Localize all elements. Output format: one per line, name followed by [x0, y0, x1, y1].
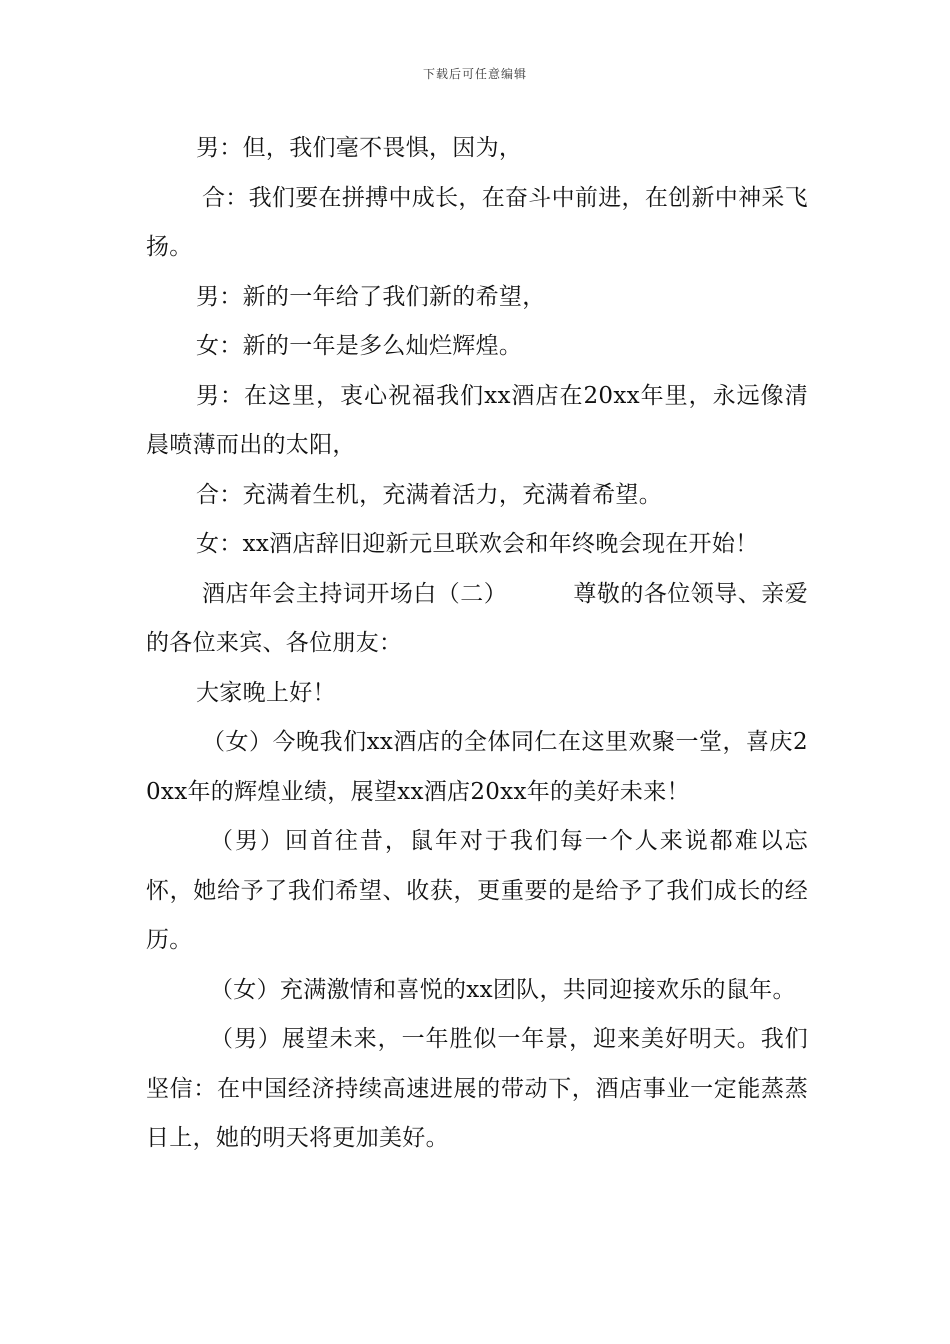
- paragraph: 女：新的一年是多么灿烂辉煌。: [196, 333, 523, 359]
- section-heading-paragraph: [146, 570, 808, 669]
- paragraph: 男：新的一年给了我们新的希望，: [196, 283, 546, 310]
- page-header-note: 下载后可任意编辑: [422, 67, 527, 81]
- document-body: [146, 124, 808, 1164]
- paragraph: 男：但，我们毫不畏惧，因为，: [196, 135, 523, 161]
- paragraph: 合：充满着生机，充满着活力，充满着希望。: [196, 481, 662, 508]
- paragraph: （女）今晚我们xx酒店的全体同仁在这里欢聚一堂，喜庆20xx年的辉煌业绩，展望xx酒店20xx年的美好未来！: [146, 729, 808, 805]
- paragraph: （女）充满激情和喜悦的xx团队，共同迎接欢乐的鼠年。: [210, 976, 796, 1003]
- paragraph: （男）回首往昔，鼠年对于我们每一个人来说都难以忘怀，她给予了我们希望、收获，更重要的是给予了我们成长的经历。: [146, 828, 808, 953]
- paragraph: 大家晚上好！: [196, 679, 336, 706]
- section-heading: 酒店年会主持词开场白（二）: [202, 580, 508, 607]
- paragraph: 合：我们要在拼搏中成长，在奋斗中前进，在创新中神采飞扬。: [146, 184, 808, 260]
- greeting-text: 尊敬的各位领导、亲爱的各位来宾、各位朋友：: [146, 580, 808, 656]
- paragraph: 女：xx酒店辞旧迎新元旦联欢会和年终晚会现在开始！: [196, 531, 759, 557]
- paragraph: 男：在这里，衷心祝福我们xx酒店在20xx年里，永远像清晨喷薄而出的太阳，: [146, 382, 808, 458]
- paragraph: （男）展望未来，一年胜似一年景，迎来美好明天。我们坚信：在中国经济持续高速进展的带动下，酒店事业一定能蒸蒸日上，她的明天将更加美好。: [146, 1026, 808, 1151]
